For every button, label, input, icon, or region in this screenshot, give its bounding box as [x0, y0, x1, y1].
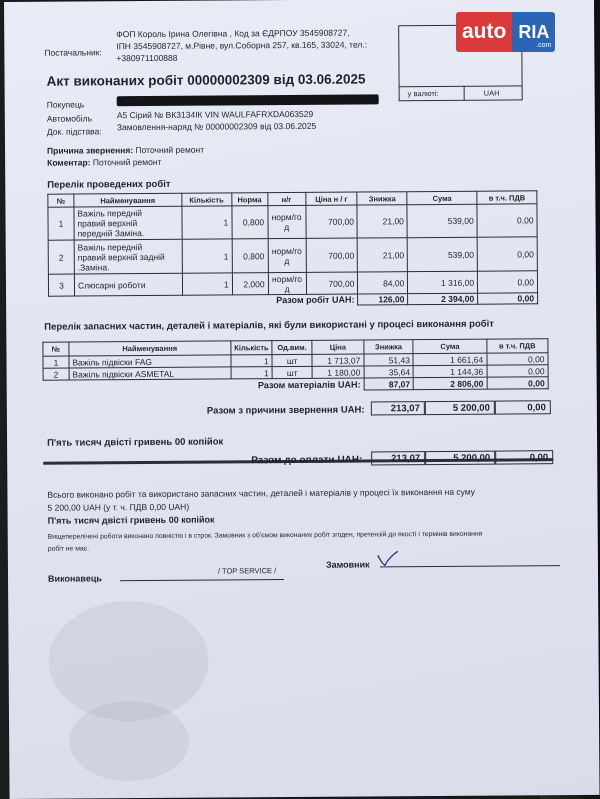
row-sum: 1 144,36 [414, 365, 487, 378]
row-unit [268, 205, 306, 238]
summary-line-1: Всього виконано робіт та використано запасних частин, деталей і матеріалів у процесі їх виконання на суму [47, 486, 476, 500]
parts-total-label: Разом матеріалів UAH: [257, 379, 361, 390]
row-name-line: Важіль передній [77, 241, 143, 252]
parts-table [42, 338, 548, 393]
car-label: Автомобіль [46, 113, 93, 124]
document-paper [4, 0, 600, 799]
paper-smudge [69, 701, 190, 782]
row-name [74, 239, 182, 274]
col-name: Найменування [69, 341, 231, 356]
row-unit [268, 238, 306, 272]
row-discount: 21,00 [357, 205, 407, 238]
col-unit: Од.вим. [272, 340, 312, 354]
supplier-line-3: +380971100888 [116, 52, 178, 64]
row-number: 1 [43, 356, 69, 368]
col-vat: в т.ч. ПДВ [487, 339, 548, 353]
col-vat: в т.ч. ПДВ [477, 191, 537, 204]
row-price: 700,00 [306, 272, 358, 294]
reason-label: Причина звернення: [47, 145, 134, 156]
watermark-auto: auto [456, 12, 512, 52]
row-qty: 1 [231, 355, 272, 367]
stamp-divider [464, 86, 465, 101]
row-norm: 2,000 [232, 273, 268, 295]
col-name: Найменування [74, 193, 182, 207]
pay-total-discount: 213,07 [371, 451, 425, 465]
col-number: № [43, 342, 69, 356]
row-name [74, 273, 182, 296]
row-vat: 0,00 [477, 237, 537, 271]
works-section-title: Перелік проведених робіт [47, 178, 171, 191]
row-number: 1 [48, 207, 74, 240]
col-sum: Сума [413, 339, 486, 354]
row-qty: 1 [182, 239, 232, 273]
row-name-line: Слюсарні роботи [77, 279, 146, 290]
col-qty: Кількість [231, 341, 272, 355]
row-sum: 539,00 [407, 204, 477, 237]
col-norm: Норма [231, 193, 267, 206]
col-discount: Знижка [357, 192, 407, 205]
row-price: 1 713,07 [312, 354, 364, 366]
customer-signature-mark [376, 549, 402, 567]
col-number: № [48, 194, 74, 207]
row-unit-line: норм/го [271, 211, 302, 223]
executor-signature-line [120, 579, 284, 581]
row-number: 3 [48, 274, 74, 296]
row-number: 2 [43, 368, 69, 380]
row-name-line: правий верхній задній [77, 251, 165, 262]
works-total-discount: 126,00 [358, 294, 408, 305]
col-price: Ціна [312, 340, 364, 354]
row-unit [268, 272, 306, 294]
watermark-com: .com [536, 42, 552, 49]
row-price: 700,00 [306, 238, 358, 272]
reason-total-sum: 5 200,00 [425, 401, 495, 415]
basis-value: Замовлення-наряд № 00000002309 від 03.06.2025 [116, 120, 317, 133]
row-qty: 1 [182, 206, 232, 239]
row-vat: 0,00 [478, 271, 538, 293]
comment-label: Коментар: [47, 157, 91, 168]
works-total-label: Разом робіт UAH: [276, 294, 355, 306]
col-price: Ціна н / г [305, 192, 357, 205]
row-unit: шт [272, 354, 312, 366]
row-sum: 539,00 [408, 237, 478, 271]
row-discount: 51,43 [364, 354, 414, 366]
table-row [48, 237, 537, 274]
executor-label: Виконавець [47, 573, 102, 584]
row-norm: 0,800 [232, 239, 268, 273]
parts-section-title: Перелік запасних частин, деталей і матеріалів, які були використані у процесі виконання робіт [44, 318, 494, 333]
row-sum: 1 316,00 [408, 271, 478, 293]
pay-total-label: Разом до оплати UAH: [251, 454, 363, 467]
row-vat: 0,00 [487, 353, 548, 365]
col-discount: Знижка [364, 340, 414, 354]
row-number: 2 [48, 240, 74, 274]
pay-total-vat: 0,00 [495, 450, 553, 464]
works-total-sum: 2 394,00 [408, 293, 478, 304]
row-discount: 21,00 [358, 238, 408, 272]
row-discount: 35,64 [364, 366, 414, 378]
row-unit-line: норм/го [271, 245, 302, 256]
supplier-line-1: ФОП Король Ірина Олегівна , Код за ЄДРПОУ 3545908727, [116, 27, 350, 40]
supplier-label: Постачальник: [44, 47, 102, 58]
row-price: 700,00 [305, 205, 357, 238]
summary-line-2: 5 200,00 UAH (у т. ч. ПДВ 0,00 UAH) [47, 501, 190, 513]
row-name-line: .Заміна. [77, 261, 110, 272]
row-name: Важіль підвіски FAG [69, 355, 231, 368]
currency-value: UAH [483, 88, 500, 98]
amount-in-words: П'ять тисяч двісті гривень 00 копійок [47, 436, 224, 449]
autoria-watermark [456, 12, 588, 52]
customer-label: Замовник [325, 559, 370, 570]
col-unit: н/г [267, 192, 305, 205]
col-qty: Кількість [182, 193, 232, 206]
row-unit-line: д [284, 255, 290, 266]
pay-total-sum: 5 200,00 [425, 451, 495, 465]
works-total-vat: 0,00 [478, 293, 538, 304]
row-name-line: передній Заміна. [77, 228, 145, 239]
comment-row [47, 157, 161, 168]
row-name [74, 206, 182, 240]
summary-note-2: робіт не має. [47, 545, 90, 553]
row-unit-line: д [284, 283, 290, 294]
row-unit-line: д [284, 222, 290, 233]
reason-total-label: Разом з причини звернення UAH: [206, 404, 365, 417]
car-value: A5 Сірий № ВК3134ІК VIN WAULFAFRXDA063529 [116, 108, 314, 121]
summary-note-1: Вищеперелічені роботи виконано повністю і в строк. Замовник з об'ємом виконаних робіт згоден, претензій до якості і термінів виконання [47, 530, 483, 541]
watermark-ria-text: RIA [518, 21, 550, 42]
watermark-ria [512, 12, 555, 52]
row-norm: 0,800 [232, 206, 268, 239]
stamp-divider [400, 85, 522, 87]
currency-label: у валюті: [407, 88, 439, 99]
parts-total-row [43, 377, 548, 393]
summary-words: П'ять тисяч двісті гривень 00 копійок [47, 514, 215, 526]
parts-total-sum: 2 806,00 [414, 377, 487, 390]
row-discount: 84,00 [358, 272, 408, 294]
works-total-row [49, 293, 538, 307]
table-row [48, 204, 537, 240]
document-title: Акт виконаних робіт 00000002309 від 03.06.2025 [46, 71, 366, 89]
works-table [47, 190, 538, 307]
row-qty: 1 [182, 273, 232, 295]
redacted-buyer [117, 94, 379, 106]
supplier-line-2: ІПН 3545908727, м.Рівне, вул.Соборна 257, кв.165, 33024, тел.: [116, 39, 368, 52]
customer-signature-line [380, 565, 560, 567]
basis-label: Док. підстава: [46, 126, 102, 137]
row-vat: 0,00 [477, 204, 537, 237]
row-name-line: Важіль передній [77, 208, 143, 219]
reason-row [47, 145, 204, 156]
comment-value: Поточний ремонт [92, 156, 162, 168]
row-qty: 1 [231, 367, 272, 379]
row-sum: 1 661,64 [413, 353, 486, 366]
row-unit-line: норм/го [271, 273, 303, 284]
row-price: 1 180,00 [312, 366, 364, 378]
executor-name: / TOP SERVICE / [217, 566, 277, 576]
reason-total-vat: 0,00 [495, 400, 551, 414]
col-sum: Сума [407, 191, 477, 204]
buyer-label: Покупець [46, 99, 85, 110]
row-name-line: правий верхній [77, 218, 138, 229]
row-name: Важіль підвіски ASMETAL [69, 367, 231, 380]
reason-total-discount: 213,07 [371, 401, 425, 415]
reason-value: Поточний ремонт [135, 144, 205, 156]
row-vat: 0,00 [487, 365, 548, 377]
row-unit: шт [272, 366, 312, 378]
parts-total-discount: 87,07 [364, 378, 414, 390]
parts-total-vat: 0,00 [487, 377, 548, 389]
